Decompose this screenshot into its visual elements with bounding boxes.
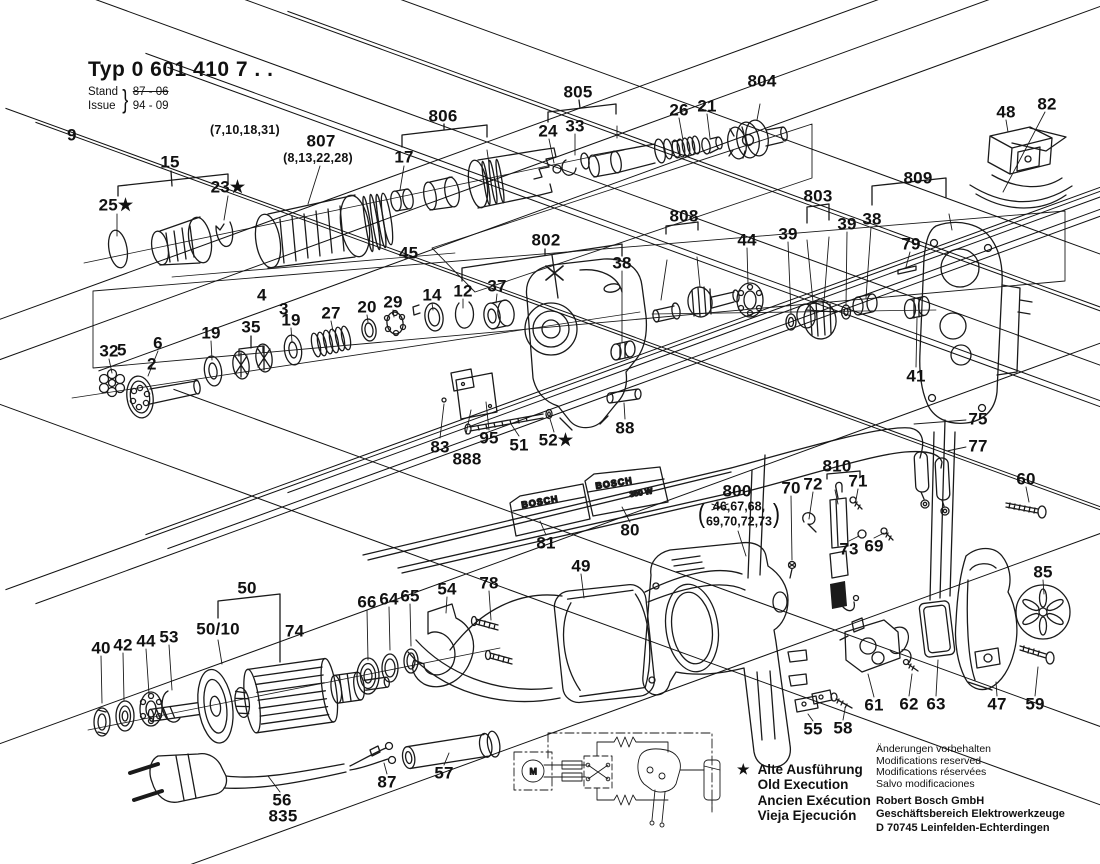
part-label-74-55: 74 xyxy=(285,622,1100,639)
part-label-70-57: 70 xyxy=(781,478,801,498)
part-label-40-72: 40 xyxy=(91,638,111,658)
stand-issue-block xyxy=(88,84,273,115)
part-label-3-22: 3 xyxy=(279,300,1100,317)
stand-value: 87 - 06 xyxy=(132,86,169,99)
legal-line-fr: Modifications réservées xyxy=(876,766,987,779)
part-label-2-28: 2 xyxy=(147,355,1100,372)
part-label-12-34: 12 xyxy=(453,281,473,301)
part-label-72-58: 72 xyxy=(803,474,823,494)
part-label-77-53: 77 xyxy=(968,436,988,456)
part-label-51-49: 51 xyxy=(509,435,529,455)
part-label-26-12: 26 xyxy=(669,100,689,120)
part-label-19-40: 19 xyxy=(281,310,301,330)
legal-line-es: Salvo modificaciones xyxy=(876,777,975,790)
part-label-62-79: 62 xyxy=(899,694,919,714)
legal-block xyxy=(876,744,1065,835)
schematic-motor-label: M xyxy=(529,766,537,777)
part-label-66-67: 66 xyxy=(357,592,377,612)
company-address: D 70745 Leinfelden-Echterdingen xyxy=(876,821,1050,834)
part-label-82-17: 82 xyxy=(1037,94,1057,114)
part-label-23-2: 23★ xyxy=(210,177,246,197)
part-label-64-68: 64 xyxy=(379,589,399,609)
part-label-44-29: 44 xyxy=(737,230,757,250)
footnote-line-en: Old Execution xyxy=(757,777,849,793)
part-label-27-39: 27 xyxy=(321,303,341,323)
part-label-78-66: 78 xyxy=(479,573,499,593)
part-label-75-52: 75 xyxy=(968,409,988,429)
part-label-85-63: 85 xyxy=(1033,562,1053,582)
part-label-52-50: 52★ xyxy=(538,430,574,450)
part-label-25-1: 25★ xyxy=(98,195,134,215)
company-name: Robert Bosch GmbH xyxy=(876,795,985,808)
part-label-835-84: 835 xyxy=(268,806,298,826)
part-label-803-20: 803 xyxy=(803,186,833,206)
part-label-45-19: 45 xyxy=(399,244,1100,261)
issue-value: 94 - 09 xyxy=(132,99,169,112)
part-label-57-86: 57 xyxy=(434,763,454,783)
part-label-65-69: 65 xyxy=(400,586,420,606)
part-label-24-9: 24 xyxy=(538,121,558,141)
part-label-54-65: 54 xyxy=(437,579,457,599)
part-label-69-62: 69 xyxy=(864,536,884,556)
part-label-47-81: 47 xyxy=(987,694,1007,714)
struck-46: 46 xyxy=(712,499,727,514)
part-label-805-8: 805 xyxy=(563,82,593,102)
part-label-8132228-4: (8,13,22,28) xyxy=(283,150,353,165)
footnote-line-fr: Ancien Exécution xyxy=(757,792,871,808)
part-label-809-18: 809 xyxy=(903,168,933,188)
part-label-59-82: 59 xyxy=(1025,694,1045,714)
part-label-41-31: 41 xyxy=(906,366,926,386)
part-label-807-3: 807 xyxy=(306,131,336,151)
brace-glyph: } xyxy=(122,84,129,114)
part-label-60-59: 60 xyxy=(1016,469,1036,489)
typ-label: Typ xyxy=(88,58,126,81)
part-label-80-87: 80 xyxy=(620,520,640,540)
part-label-53-75: 53 xyxy=(159,627,179,647)
part-label-61-78: 61 xyxy=(864,695,884,715)
part-label-49-64: 49 xyxy=(571,556,591,576)
part-label-38-25: 38 xyxy=(862,209,882,229)
sticker-80-brand-text: BOSCH xyxy=(594,475,634,491)
sticker-80-power-text: 350 W xyxy=(628,486,654,499)
part-label-29-37: 29 xyxy=(383,292,403,312)
part-label-800-subparts xyxy=(697,498,781,529)
part-label-50/10-71: 50/10 xyxy=(196,619,240,639)
sticker-81-brand-text: BOSCH xyxy=(520,493,560,510)
part-label-55-76: 55 xyxy=(803,719,823,739)
part-label-50-70: 50 xyxy=(237,578,257,598)
part-label-802-32: 802 xyxy=(531,230,561,250)
subparts-line2: 69,70,72,73 xyxy=(705,513,773,528)
part-label-58-77: 58 xyxy=(833,718,853,738)
part-label-39-24: 39 xyxy=(837,214,857,234)
part-label-56-83: 56 xyxy=(272,790,292,810)
part-label-48-16: 48 xyxy=(996,102,1016,122)
part-label-95-48: 95 xyxy=(479,428,499,448)
part-label-88-51: 88 xyxy=(615,418,635,438)
part-label-19-42: 19 xyxy=(201,323,221,343)
part-label-42-73: 42 xyxy=(113,635,133,655)
issue-label: Issue xyxy=(88,99,116,112)
part-label-20-38: 20 xyxy=(357,297,377,317)
typ-number: 0 601 410 7 . . xyxy=(131,58,274,81)
legal-line-en: Modifications reserved xyxy=(876,754,982,767)
part-label-808-26: 808 xyxy=(669,206,699,226)
legal-line-de: Änderungen vorbehalten xyxy=(876,743,992,755)
part-label-38-33: 38 xyxy=(612,253,632,273)
part-label-32-44: 32 xyxy=(99,341,119,361)
part-label-81-88: 81 xyxy=(536,533,556,553)
title-block xyxy=(88,58,273,115)
part-label-17-6: 17 xyxy=(394,147,414,167)
part-label-7101831-15: (7,10,18,31) xyxy=(210,124,1100,137)
subparts-line1: ,67,68, xyxy=(726,499,766,514)
footnote-line-de: Alte Ausführung xyxy=(757,762,863,777)
part-label-21-13: 21 xyxy=(697,96,717,116)
part-label-9-11: 9 xyxy=(67,127,1100,144)
part-label-5-27: 5 xyxy=(117,341,1100,358)
part-label-806-5: 806 xyxy=(428,106,458,126)
part-label-35-41: 35 xyxy=(241,317,261,337)
part-label-39-23: 39 xyxy=(778,224,798,244)
part-label-4-21: 4 xyxy=(257,286,1100,303)
part-label-44-74: 44 xyxy=(136,631,156,651)
part-label-63-80: 63 xyxy=(926,694,946,714)
company-division: Geschäftsbereich Elektrowerkzeuge xyxy=(876,808,1065,821)
star-glyph: ★ xyxy=(737,761,750,777)
part-label-33-10: 33 xyxy=(565,116,585,136)
part-label-14-36: 14 xyxy=(422,285,442,305)
part-label-800-60: 800 xyxy=(722,481,752,501)
part-label-810-54: 810 xyxy=(822,456,852,476)
part-label-37-35: 37 xyxy=(487,276,507,296)
part-label-888-47: 888 xyxy=(452,449,482,469)
part-label-73-61: 73 xyxy=(839,539,859,559)
part-label-83-45: 83 xyxy=(430,437,450,457)
part-label-6-43: 6 xyxy=(153,333,163,353)
part-label-15-0: 15 xyxy=(160,152,180,172)
part-label-87-85: 87 xyxy=(377,772,397,792)
stand-label: Stand xyxy=(88,86,119,99)
part-label-804-14: 804 xyxy=(747,71,777,91)
part-label-79-30: 79 xyxy=(901,234,921,254)
paren-open: ( xyxy=(697,498,706,529)
footnote-line-es: Vieja Ejecución xyxy=(757,808,857,824)
type-number-line xyxy=(88,58,273,82)
paren-close: ) xyxy=(772,498,781,529)
part-label-71-56: 71 xyxy=(848,471,868,491)
old-execution-footnote xyxy=(737,762,871,824)
part-label-84-46 xyxy=(0,566,1016,583)
